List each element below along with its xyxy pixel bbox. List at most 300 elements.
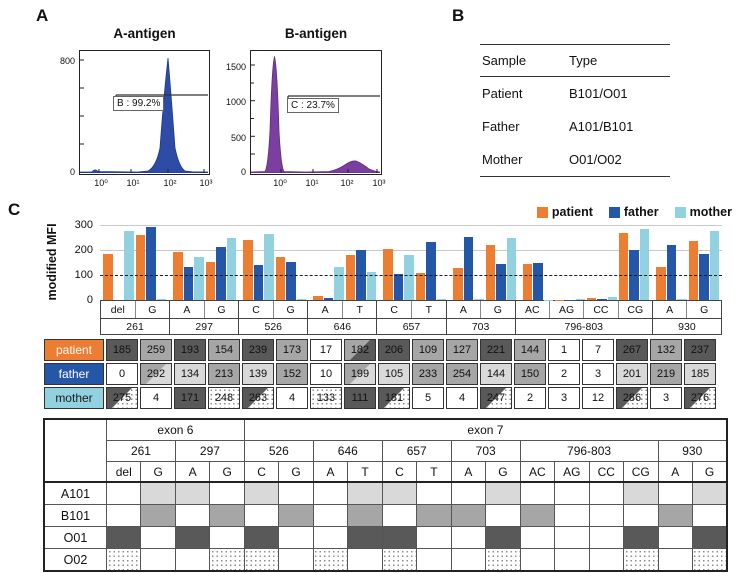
gate-label-c: C : 23.7% — [287, 98, 339, 113]
bar-cluster — [243, 225, 274, 300]
legend-swatch-father — [609, 207, 620, 218]
mfi-cell: 139 — [242, 363, 274, 385]
allele-cell — [520, 482, 554, 505]
mfi-cell: 239 — [242, 339, 274, 361]
bar-cluster — [453, 225, 484, 300]
bar-mother — [404, 255, 414, 300]
allele-cell — [175, 549, 209, 572]
base-header: del — [107, 462, 141, 483]
allele-cell — [210, 549, 244, 572]
mfi-cell: 276 — [684, 387, 716, 409]
position-labels-row — [101, 318, 721, 334]
bar-cluster — [276, 225, 307, 300]
bar-patient — [587, 298, 596, 300]
allele-cell — [486, 482, 520, 505]
mfi-cell: 10 — [310, 363, 342, 385]
mfi-cell: 105 — [378, 363, 410, 385]
base-label-group-657 — [376, 301, 445, 318]
base-header: AC — [520, 462, 554, 483]
bar-group-703 — [449, 225, 519, 300]
bar-father — [699, 254, 709, 300]
mfi-cell: 259 — [140, 339, 172, 361]
bar-cluster — [555, 225, 585, 300]
position-header: 657 — [382, 441, 451, 462]
histogram-b-title: B-antigen — [284, 26, 348, 41]
y-tick-label: 300 — [74, 219, 93, 231]
mfi-cell: 171 — [174, 387, 206, 409]
base-header: G — [210, 462, 244, 483]
allele-cell — [348, 527, 382, 549]
allele-cell — [624, 549, 658, 572]
allele-cell — [451, 527, 485, 549]
bar-mother — [367, 272, 377, 300]
base-header: T — [348, 462, 382, 483]
position-label: 646 — [307, 319, 376, 334]
legend-label: father — [623, 205, 659, 219]
bar-father — [426, 242, 436, 300]
hist-a-xtick: 10² — [163, 178, 177, 188]
bar-patient — [453, 268, 463, 300]
bar-cluster — [346, 225, 377, 300]
bar-patient — [486, 245, 496, 300]
allele-cell — [382, 505, 416, 527]
allele-row-label: A101 — [44, 482, 107, 505]
allele-cell — [486, 549, 520, 572]
table-row — [480, 143, 670, 177]
bar-cluster — [486, 225, 517, 300]
sample-type: A101/B101 — [569, 119, 634, 134]
allele-shading-table — [43, 418, 728, 572]
hist-b-ytick-0: 0 — [240, 167, 246, 177]
allele-cell — [210, 482, 244, 505]
mfi-cell: 221 — [480, 339, 512, 361]
histogram-a-fill — [80, 58, 208, 173]
bar-cluster — [689, 225, 720, 300]
bar-mother — [608, 297, 617, 300]
mfi-cell: 127 — [446, 339, 478, 361]
bar-mother — [576, 299, 585, 300]
allele-cell — [658, 505, 692, 527]
reference-line-100 — [100, 275, 722, 276]
mfi-cell: 2 — [548, 363, 580, 385]
hist-a-xaxis — [79, 178, 213, 190]
allele-cell — [348, 549, 382, 572]
allele-cell — [486, 527, 520, 549]
allele-cell — [141, 505, 175, 527]
allele-cell — [244, 505, 278, 527]
allele-cell — [382, 482, 416, 505]
allele-cell — [555, 505, 589, 527]
bar-cluster — [619, 225, 649, 300]
base-label: G — [480, 301, 515, 318]
allele-cell — [244, 482, 278, 505]
mfi-cell: 275 — [106, 387, 138, 409]
position-label: 297 — [169, 319, 238, 334]
bar-group-261 — [100, 225, 169, 300]
bar-mother — [264, 234, 274, 300]
hist-a-xtick: 10³ — [199, 178, 213, 188]
mfi-row-father — [44, 363, 716, 385]
bar-father — [464, 237, 474, 301]
hist-b-xtick: 10¹ — [305, 178, 319, 188]
base-header: A — [175, 462, 209, 483]
y-axis-ticks — [58, 219, 96, 306]
allele-cell — [279, 505, 313, 527]
allele-cell — [658, 482, 692, 505]
bar-cluster — [523, 225, 553, 300]
base-header: AG — [555, 462, 589, 483]
base-header-row — [44, 462, 727, 483]
y-tick-label: 200 — [74, 244, 93, 256]
base-label: AC — [525, 303, 540, 316]
bar-mother — [640, 229, 649, 301]
position-header: 261 — [107, 441, 176, 462]
y-tick-label: 0 — [86, 294, 93, 306]
axis-ticks — [80, 60, 204, 173]
bar-mother — [474, 299, 484, 300]
allele-cell — [313, 505, 347, 527]
bar-mother — [297, 299, 307, 300]
allele-cell — [692, 527, 727, 549]
mfi-cell: 292 — [140, 363, 172, 385]
allele-cell — [348, 482, 382, 505]
allele-cell — [107, 527, 141, 549]
mfi-cell: 111 — [344, 387, 376, 409]
bar-father — [394, 274, 404, 300]
allele-cell — [210, 505, 244, 527]
position-label: 526 — [238, 319, 307, 334]
allele-cell — [107, 549, 141, 572]
allele-cell — [417, 482, 451, 505]
bar-chart-plot-area — [100, 225, 722, 300]
allele-cell — [107, 482, 141, 505]
base-label: G — [273, 301, 308, 318]
hist-a-ytick-0: 0 — [69, 167, 75, 177]
bar-group-796-803 — [519, 225, 652, 300]
allele-cell — [313, 549, 347, 572]
base-header: G — [279, 462, 313, 483]
bar-group-930 — [652, 225, 722, 300]
y-tick-label: 100 — [74, 269, 93, 281]
bar-patient — [243, 240, 253, 300]
bar-father — [286, 262, 296, 300]
exon-header: exon 7 — [244, 419, 727, 441]
mfi-cell: 2 — [514, 387, 546, 409]
base-label: A — [666, 303, 674, 316]
panel-a-label: A — [36, 6, 49, 25]
mfi-cell: 1 — [548, 339, 580, 361]
allele-cell — [451, 482, 485, 505]
base-label-group-261 — [101, 301, 169, 318]
hist-b-xtick: 10² — [340, 178, 354, 188]
mfi-cell: 134 — [174, 363, 206, 385]
mfi-cell: 199 — [344, 363, 376, 385]
allele-cell — [417, 549, 451, 572]
bar-group-657 — [379, 225, 449, 300]
position-label: 657 — [376, 319, 445, 334]
legend-item-patient — [537, 205, 593, 219]
base-label: T — [342, 301, 377, 318]
position-header-row — [44, 441, 727, 462]
allele-cell — [692, 505, 727, 527]
hist-b-ytick-500: 500 — [230, 133, 246, 143]
histogram-a-title: A-antigen — [113, 26, 176, 41]
base-label: T — [411, 301, 446, 318]
bars-container — [100, 225, 722, 300]
mfi-cell: 185 — [106, 339, 138, 361]
allele-row-label: O02 — [44, 549, 107, 572]
mfi-cell: 109 — [412, 339, 444, 361]
exon-header-row — [44, 419, 727, 441]
bar-mother — [507, 238, 517, 300]
base-label: A — [459, 303, 467, 316]
base-header: A — [658, 462, 692, 483]
mfi-cell: 206 — [378, 339, 410, 361]
allele-cell — [589, 549, 623, 572]
hist-b-ytick-1500: 1500 — [225, 62, 246, 72]
bar-patient — [416, 273, 426, 300]
allele-cell — [141, 527, 175, 549]
bar-mother — [334, 267, 344, 300]
bar-father — [496, 264, 506, 300]
bar-patient — [103, 254, 113, 300]
base-label: C — [390, 303, 399, 316]
mfi-cell: 3 — [650, 387, 682, 409]
hist-b-xtick: 10³ — [372, 178, 386, 188]
chart-legend — [540, 205, 732, 219]
bar-cluster — [103, 225, 134, 300]
mfi-cell: 237 — [684, 339, 716, 361]
legend-label: patient — [551, 205, 593, 219]
bar-mother — [227, 238, 237, 300]
base-header: C — [244, 462, 278, 483]
allele-cell — [313, 482, 347, 505]
bar-mother — [710, 231, 720, 300]
bar-mother — [437, 299, 447, 300]
mfi-cell: 254 — [446, 363, 478, 385]
mfi-cell: 263 — [242, 387, 274, 409]
base-header: C — [382, 462, 416, 483]
base-header: G — [141, 462, 175, 483]
legend-swatch-patient — [537, 207, 548, 218]
bar-patient — [346, 255, 356, 301]
legend-label: mother — [689, 205, 732, 219]
mfi-cell: 182 — [344, 339, 376, 361]
bar-patient — [206, 262, 216, 301]
mfi-cell: 152 — [276, 363, 308, 385]
position-header: 297 — [175, 441, 244, 462]
base-label-group-930 — [652, 301, 721, 318]
mfi-cell: 4 — [276, 387, 308, 409]
histogram-a-plot — [79, 50, 210, 175]
mfi-row-patient — [44, 339, 716, 361]
mfi-cell: 132 — [650, 339, 682, 361]
mfi-cell: 154 — [208, 339, 240, 361]
allele-cell — [589, 505, 623, 527]
allele-row-label: B101 — [44, 505, 107, 527]
base-label: A — [321, 303, 329, 316]
position-label: 703 — [446, 319, 515, 334]
panel-b-label: B — [452, 6, 465, 25]
mfi-row-label: mother — [44, 387, 104, 409]
hist-b-ytick-1000: 1000 — [225, 97, 246, 107]
sample-name: Father — [482, 119, 520, 134]
base-label: CC — [583, 301, 617, 318]
bar-father — [184, 267, 194, 301]
bar-group-646 — [309, 225, 379, 300]
mfi-cell: 201 — [616, 363, 648, 385]
allele-row-A101 — [44, 482, 727, 505]
histogram-b-fill — [251, 57, 380, 173]
allele-row-B101 — [44, 505, 727, 527]
base-labels-row — [101, 301, 721, 318]
base-label: AG — [549, 301, 583, 318]
allele-cell — [107, 505, 141, 527]
allele-cell — [279, 482, 313, 505]
allele-cell — [175, 505, 209, 527]
sample-name: Mother — [480, 143, 567, 177]
sample-table-header-row — [480, 45, 670, 77]
legend-swatch-mother — [675, 207, 686, 218]
mfi-cell: 213 — [208, 363, 240, 385]
bar-mother — [677, 299, 687, 300]
x-axis-category-strip — [100, 300, 722, 335]
bar-father — [597, 299, 606, 300]
base-label-group-703 — [446, 301, 515, 318]
base-header: A — [451, 462, 485, 483]
mfi-cell: 181 — [378, 387, 410, 409]
base-label: G — [135, 301, 170, 318]
mfi-cell: 0 — [106, 363, 138, 385]
mfi-cell: 3 — [548, 387, 580, 409]
bar-group-297 — [169, 225, 239, 300]
allele-cell — [175, 527, 209, 549]
position-label: 261 — [126, 320, 144, 333]
table-row — [480, 77, 670, 111]
allele-cell — [279, 549, 313, 572]
hist-a-xtick: 10¹ — [126, 178, 140, 188]
bar-father — [667, 245, 677, 300]
bar-patient — [136, 235, 146, 300]
allele-cell — [141, 482, 175, 505]
allele-cell — [175, 482, 209, 505]
allele-cell — [555, 549, 589, 572]
mfi-value-table — [42, 337, 718, 411]
bar-father — [565, 300, 574, 301]
mfi-cell: 150 — [514, 363, 546, 385]
allele-cell — [624, 527, 658, 549]
allele-cell — [417, 527, 451, 549]
base-label-group-526 — [238, 301, 307, 318]
bar-cluster — [206, 225, 237, 300]
allele-cell — [555, 482, 589, 505]
mfi-cell: 267 — [616, 339, 648, 361]
allele-cell — [382, 527, 416, 549]
base-header: T — [417, 462, 451, 483]
sample-column-header: Sample — [480, 45, 567, 77]
hist-a-ytick-800: 800 — [59, 56, 75, 66]
allele-cell — [624, 505, 658, 527]
mfi-cell: 193 — [174, 339, 206, 361]
mfi-cell: 144 — [480, 363, 512, 385]
bar-father — [216, 247, 226, 300]
base-label: CG — [618, 301, 652, 318]
base-label: G — [686, 301, 721, 318]
allele-row-O01 — [44, 527, 727, 549]
mfi-cell: 219 — [650, 363, 682, 385]
base-header: G — [486, 462, 520, 483]
sample-type-table — [480, 44, 670, 177]
bar-mother — [157, 299, 167, 300]
allele-cell — [520, 505, 554, 527]
panel-c-label: C — [8, 200, 21, 219]
bar-mother — [194, 257, 204, 300]
base-label-group-646 — [307, 301, 376, 318]
allele-cell — [417, 505, 451, 527]
mfi-cell: 5 — [412, 387, 444, 409]
mfi-cell: 144 — [514, 339, 546, 361]
legend-item-mother — [675, 205, 732, 219]
mfi-cell: 233 — [412, 363, 444, 385]
base-label: A — [183, 303, 191, 316]
hist-b-xaxis — [250, 178, 386, 190]
bar-father — [324, 298, 334, 301]
mfi-cell: 173 — [276, 339, 308, 361]
allele-cell — [141, 549, 175, 572]
mfi-cell: 185 — [684, 363, 716, 385]
allele-cell — [520, 549, 554, 572]
bar-mother — [544, 300, 553, 301]
allele-cell — [692, 482, 727, 505]
mfi-row-label: father — [44, 363, 104, 385]
mfi-cell: 3 — [582, 363, 614, 385]
allele-cell — [555, 527, 589, 549]
position-header: 930 — [658, 441, 727, 462]
allele-cell — [313, 527, 347, 549]
bar-cluster — [383, 225, 414, 300]
position-label: 930 — [652, 319, 721, 334]
base-label: G — [204, 301, 239, 318]
y-axis-title: modified MFI — [45, 223, 59, 301]
bar-patient — [619, 233, 628, 300]
mfi-row-mother — [44, 387, 716, 409]
allele-cell — [658, 549, 692, 572]
base-label-group-796-803 — [515, 301, 652, 318]
position-header: 796-803 — [520, 441, 658, 462]
bar-cluster — [313, 225, 344, 300]
allele-cell — [624, 482, 658, 505]
base-label-group-297 — [169, 301, 238, 318]
bar-cluster — [173, 225, 204, 300]
allele-cell — [244, 527, 278, 549]
mfi-cell: 17 — [310, 339, 342, 361]
mfi-cell: 133 — [310, 387, 342, 409]
base-header: CC — [589, 462, 623, 483]
bar-cluster — [416, 225, 447, 300]
mfi-cell: 12 — [582, 387, 614, 409]
base-label: C — [252, 303, 260, 316]
allele-cell — [451, 505, 485, 527]
allele-cell — [658, 527, 692, 549]
mfi-cell: 248 — [208, 387, 240, 409]
allele-cell — [279, 527, 313, 549]
legend-item-father — [609, 205, 659, 219]
bar-cluster — [656, 225, 687, 300]
allele-cell — [589, 482, 623, 505]
mfi-row-label: patient — [44, 339, 104, 361]
bar-group-526 — [239, 225, 309, 300]
hist-a-xtick: 10⁰ — [94, 178, 108, 188]
